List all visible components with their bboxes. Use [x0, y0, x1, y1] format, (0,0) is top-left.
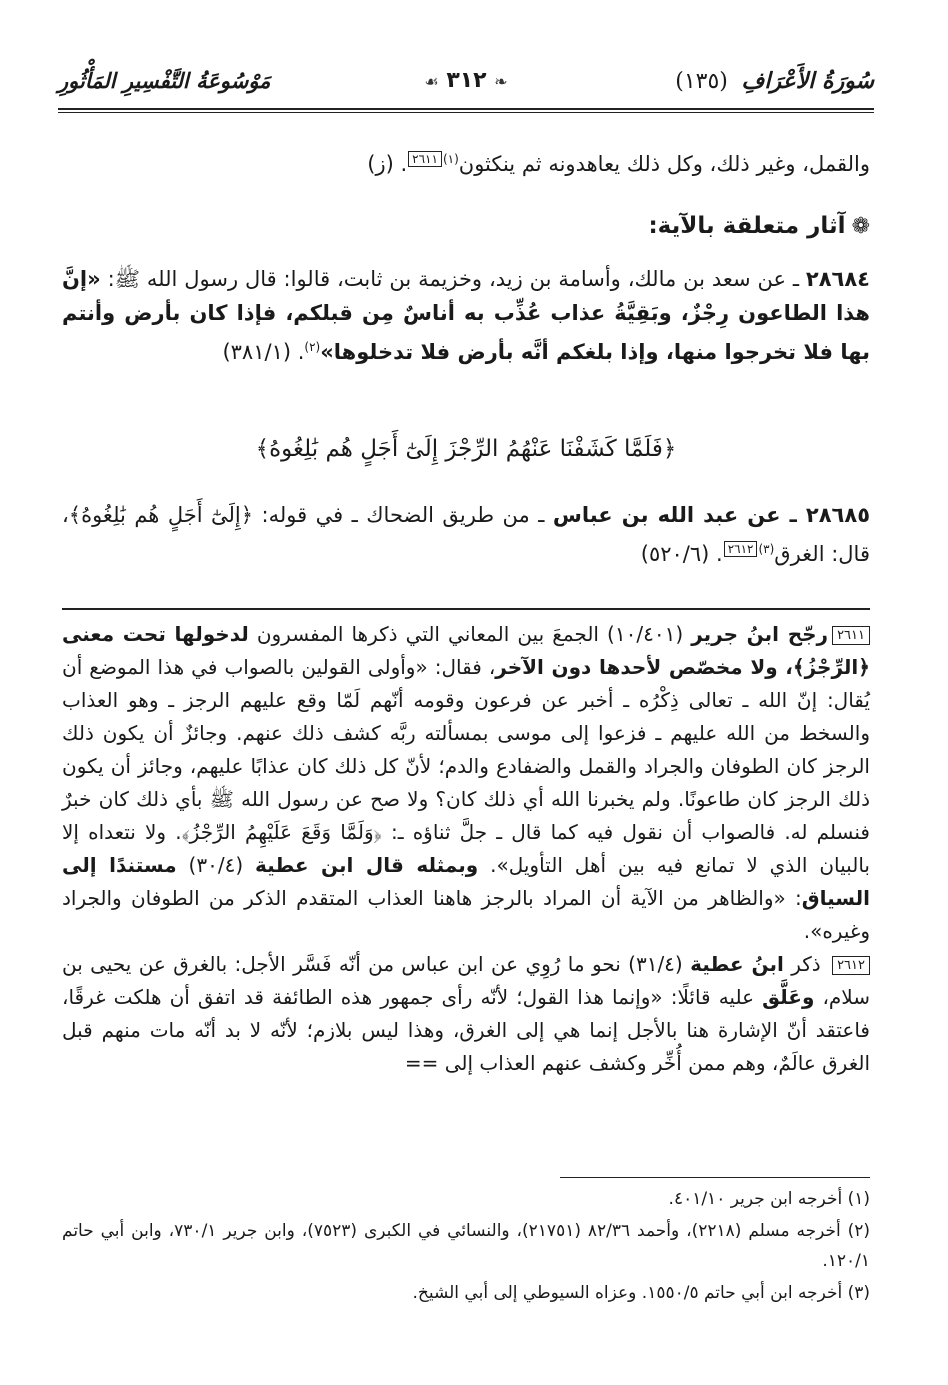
header-surah	[675, 68, 874, 94]
intro-tail: . (ز)	[367, 152, 408, 176]
page-number-block	[424, 68, 507, 93]
header-rule-thin	[58, 112, 874, 113]
footnote-1: (١) أخرجه ابن جرير ٤٠١/١٠.	[668, 1189, 870, 1209]
note-text: ذكر	[783, 952, 829, 976]
note-bold: وعَلَّق	[762, 985, 815, 1009]
entry-28685	[62, 498, 870, 571]
footnotes-separator	[560, 1177, 870, 1178]
note-bold: لدخولها تحت معنى ﴿الرِّجْزُ﴾، ولا مخصّص لأحدها دون الآخر	[62, 622, 870, 679]
entry-ref: . (٥٢٠/٦)	[640, 542, 723, 566]
page-number: ٣١٢	[446, 68, 487, 93]
note-2611	[62, 618, 870, 948]
intro-paragraph	[62, 142, 870, 181]
note-text: ، فقال: «وأولى القولين بالصواب في هذا الموضع أن يُقال: إنّ الله ـ تعالى ذِكْرُه ـ أخبر عن فرعون وقومه أنّهم لَمّا وقع عليهم الرجز ـ وهو العذاب والسخط من الله عليهم ـ فزعوا إلى موسى بمسألته ربَّه كشف ذلك عنهم. وجائزٌ أن يكون ذلك الرجز كان الطوفان والجراد والقمل والضفادع والدم؛ لأنّ كل ذلك كان عذابًا عليهم، وجائز أن يكون ذلك الرجز كان طاعونًا. ولم يخبرنا الله أي ذلك كان؟ ولا صح عن رسول الله ﷺ بأي ذلك كان خبرٌ فنسلم له. فالصواب أن نقول فيه كما قال ـ جلَّ ثناؤه ـ: ﴿وَلَمَّا وَقَعَ عَلَيْهِمُ الرِّجْزُ﴾. ولا نتعداه إلا بالبيان الذي لا تمانع فيه بين أهل التأويل».	[62, 655, 870, 877]
scholarly-notes	[62, 618, 870, 1080]
footnotes	[62, 1184, 870, 1310]
intro-text: والقمل، وغير ذلك، وكل ذلك يعاهدونه ثم ينكثون	[458, 152, 870, 176]
entry-text: ـ من طريق الضحاك ـ في قوله: ﴿إِلَىٰٓ أَجَلٍ هُم بَٰلِغُوهُ﴾، قال: الغرق	[62, 503, 870, 566]
note-text: : «والظاهر من الآية أن المراد بالرجز هاهنا العذاب المتقدم الذكر من الطوفان والجراد وغيره».	[62, 886, 870, 943]
notes-separator	[62, 608, 870, 610]
footnote-marker[interactable]: (١)	[442, 152, 459, 166]
note-bold: ابنُ عطية	[690, 952, 784, 976]
page-header	[58, 68, 874, 108]
footnote-marker[interactable]: (٢)	[304, 340, 321, 354]
footnote-2: (٢) أخرجه مسلم (٢٢١٨)، وأحمد ٨٢/٣٦ (٢١٧٥١)، والنسائي في الكبرى (٧٥٢٣)، وابن جرير ٧٣٠/١، وابن أبي حاتم ١٢٠/١.	[62, 1221, 870, 1271]
note-reference-box[interactable]: ٢٦١٢	[724, 541, 758, 557]
note-bold: رجّح ابنُ جرير	[691, 622, 829, 646]
note-text: عليه قائلًا: «وإنما هذا القول؛ لأنّه رأى جمهور هذه الطائفة قد اتفق أن هلكت غرقًا، فاعتقد أنّ الإشارة هنا بالأجل إنما هي إلى الغرق، وهذا ليس بلازم؛ لأنّه لا بد أنّه مات منهم قبل الغرق عالَمٌ، وهم ممن أُخِّر وكشف عنهم العذاب إلى ==	[62, 985, 870, 1075]
entry-narrator: ـ عن عبد الله بن عباس	[552, 503, 806, 527]
right-ornament-icon: ☙	[424, 72, 439, 91]
left-ornament-icon: ❧	[494, 72, 508, 91]
hadith-text: «إنَّ هذا الطاعون رِجْزٌ، وبَقِيَّةُ عذاب عُذِّب به أناسٌ مِن قبلكم، فإذا كان بأرض وأنتم بها فلا تخرجوا منها، وإذا بلغكم أنَّه بأرض فلا تدخلوها»	[62, 267, 870, 364]
quran-verse: ﴿فَلَمَّا كَشَفْنَا عَنْهُمُ الرِّجْزَ إِلَىٰٓ أَجَلٍ هُم بَٰلِغُوهُ﴾	[255, 436, 677, 462]
entry-chain: ـ عن سعد بن مالك، وأسامة بن زيد، وخزيمة بن ثابت، قالوا: قال رسول الله ﷺ:	[100, 267, 806, 291]
header-rule	[58, 108, 874, 110]
note-text: (٣١/٤) نحو ما رُوِي عن ابن عباس من أنّه فَسَّر الأجل: بالغرق عن يحيى بن سلام،	[62, 952, 870, 1009]
section-heading	[648, 213, 870, 239]
note-bold: مستندًا إلى السياق	[62, 853, 870, 910]
note-2612	[62, 948, 870, 1080]
note-reference-box[interactable]: ٢٦١١	[408, 151, 442, 167]
entry-number: ٢٨٦٨٤	[805, 267, 870, 291]
footnote-3: (٣) أخرجه ابن أبي حاتم ١٥٥٠/٥. وعزاه السيوطي إلى أبي الشيخ.	[412, 1283, 870, 1303]
flower-icon: ❁	[851, 214, 870, 239]
note-text: (٣٠/٤)	[176, 853, 256, 877]
book-title: مَوْسُوعَةُ التَّفْسِيرِ المَأْثُورِ	[58, 68, 271, 93]
entry-28684	[62, 262, 870, 369]
entry-number: ٢٨٦٨٥	[805, 503, 871, 527]
header-verse-number: (١٣٥)	[675, 69, 728, 94]
note-label: ٢٦١١	[832, 626, 870, 645]
surah-name: سُورَةُ الأَعْرَافِ	[741, 68, 874, 94]
note-text: (١٠/٤٠١) الجمعَ بين المعاني التي ذكرها المفسرون	[248, 622, 692, 646]
footnote-marker[interactable]: (٣)	[758, 542, 775, 556]
entry-ref: . (٣٨١/١)	[222, 340, 305, 364]
note-label: ٢٦١٢	[832, 956, 870, 975]
section-heading-text: آثار متعلقة بالآية:	[648, 213, 846, 239]
note-bold: وبمثله قال ابن عطية	[255, 853, 479, 877]
